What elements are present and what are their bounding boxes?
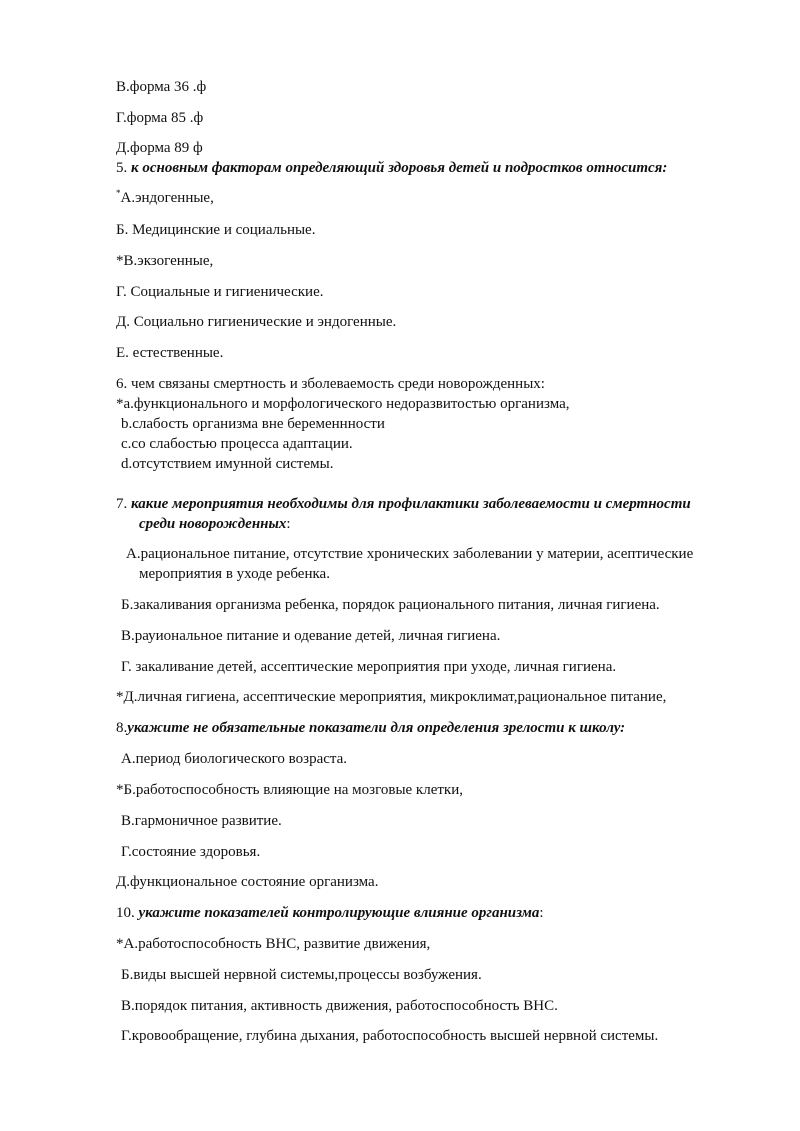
q5-option-g: Г. Социальные и гигиенические. — [116, 284, 324, 300]
q5-option-e: Е. естественные. — [116, 345, 224, 361]
q10-colon: : — [539, 905, 544, 921]
q7-option-g: Г. закаливание детей, ассептические мероприятия при уходе, личная гигиена. — [121, 659, 617, 675]
q8-option-d: Д.функциональное состояние организма. — [116, 874, 379, 890]
q7-option-d: *Д.личная гигиена, ассептические мероприятия, микроклимат,рациональное питание, — [116, 689, 667, 705]
q5-option-a-text: А.эндогенные, — [120, 190, 214, 206]
q4-option-g: Г.форма 85 .ф — [116, 110, 204, 126]
q7-question-line2 — [139, 515, 291, 534]
q10-question — [116, 904, 544, 923]
q8-option-g: Г.состояние здоровья. — [121, 844, 261, 860]
q8-option-v: В.гармоничное развитие. — [121, 813, 282, 829]
q8-option-a: А.период биологического возраста. — [121, 751, 348, 767]
q6-option-d: d.отсутствием имунной системы. — [121, 456, 334, 472]
q6-option-c: c.со слабостью процесса адаптации. — [121, 436, 353, 452]
q8-question — [116, 719, 625, 738]
q4-option-v: В.форма 36 .ф — [116, 79, 207, 95]
q10-option-b: Б.виды высшей нервной системы,процессы возбужения. — [121, 967, 482, 983]
q7-question-line1 — [116, 495, 691, 514]
q5-number: 5. — [116, 160, 128, 176]
q5-question — [116, 159, 667, 178]
q7-colon: : — [286, 516, 291, 532]
q10-question-text: укажите показателей контролирующие влияние организма — [138, 905, 540, 921]
q6-option-a: *a.функционального и морфологического недоразвитостью организма, — [116, 396, 570, 412]
q8-option-b: *Б.работоспособность влияющие на мозговые клетки, — [116, 782, 463, 798]
q8-number: 8. — [116, 720, 128, 736]
q5-option-a — [116, 189, 214, 208]
correct-answer-mark: * — [116, 188, 121, 198]
q5-question-text: к основным факторам определяющий здоровья детей и подростков относится: — [131, 160, 668, 176]
q7-question-text-cont: среди новорожденных — [139, 516, 287, 532]
q4-option-d: Д.форма 89 ф — [116, 140, 203, 156]
q7-option-b: Б.закаливания организма ребенка, порядок рационального питания, личная гигиена. — [121, 597, 660, 613]
q6-question: 6. чем связаны смертность и зболеваемость среди новорожденных: — [116, 376, 545, 392]
q10-option-g: Г.кровообращение, глубина дыхания, работоспособность высшей нервной системы. — [121, 1028, 659, 1044]
q7-option-v: В.рауиональное питание и одевание детей, личная гигиена. — [121, 628, 501, 644]
q7-option-a-line1: А.рациональное питание, отсутствие хронических заболевании у материи, асептические — [126, 546, 694, 562]
q7-number: 7. — [116, 496, 128, 512]
q10-option-v: В.порядок питания, активность движения, работоспособность ВНС. — [121, 998, 558, 1014]
q8-question-text: укажите не обязательные показатели для определения зрелости к школу: — [127, 720, 626, 736]
q5-option-d: Д. Социально гигиенические и эндогенные. — [116, 314, 397, 330]
q10-number: 10. — [116, 905, 135, 921]
q5-option-v: *В.экзогенные, — [116, 253, 214, 269]
q5-option-b: Б. Медицинские и социальные. — [116, 222, 316, 238]
q10-option-a: *А.работоспособность ВНС, развитие движения, — [116, 936, 431, 952]
q7-question-text: какие мероприятия необходимы для профилактики заболеваемости и смертности — [131, 496, 691, 512]
q6-option-b: b.слабость организма вне беременнности — [121, 416, 385, 432]
q7-option-a-line2: мероприятия в уходе ребенка. — [139, 566, 330, 582]
